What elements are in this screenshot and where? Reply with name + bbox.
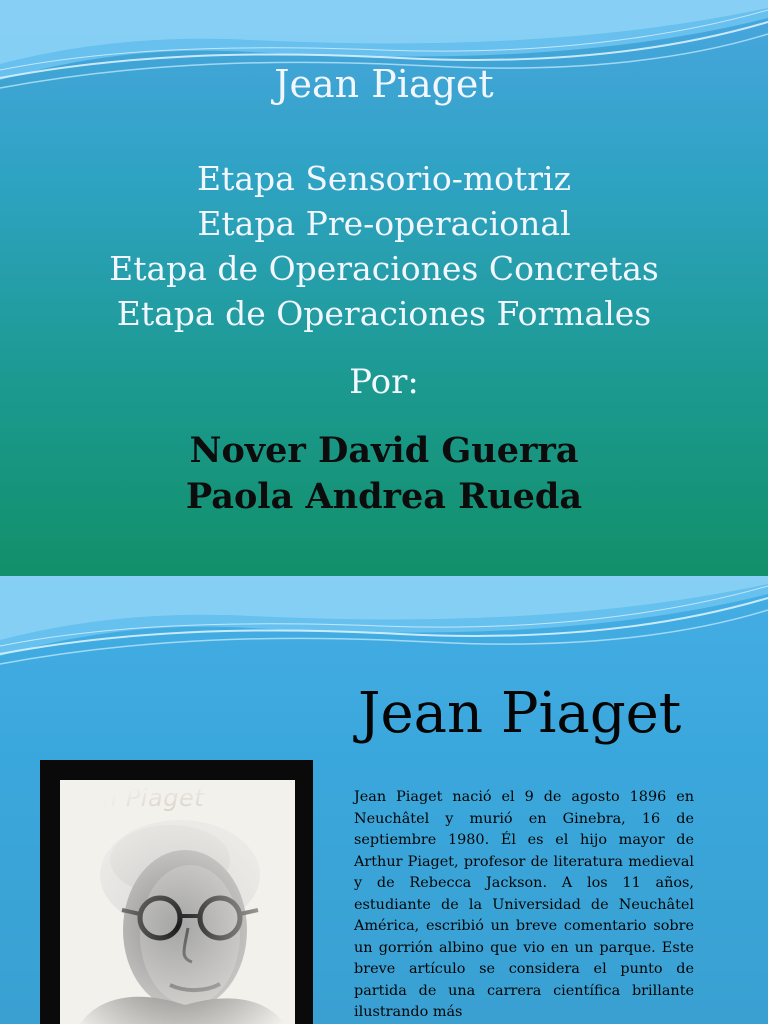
photo-frame: [40, 760, 313, 1024]
stage-item: Etapa de Operaciones Concretas: [109, 249, 659, 288]
author-name: Paola Andrea Rueda: [185, 476, 583, 517]
author-name: Nover David Guerra: [189, 430, 579, 471]
portrait-illustration: [60, 780, 295, 1024]
wave-decoration: [0, 576, 768, 686]
authors-list: [0, 428, 768, 520]
stage-item: Etapa Pre-operacional: [197, 204, 571, 243]
slide-title: Jean Piaget: [274, 62, 494, 106]
slide-2-title: Jean Piaget: [358, 681, 682, 746]
portrait-photo: [60, 780, 295, 1024]
by-label: Por:: [349, 362, 419, 402]
stages-list: [0, 156, 768, 336]
biography-text: Jean Piaget nació el 9 de agosto 1896 en Neuchâtel y murió en Ginebra, 16 de septiembre 1980. Él es el hijo mayor de Arthur Piaget, profesor de literatura medieval y de Rebecca Jackson. A los 11 años, estudiante de la Universidad de Neuchâtel América, escribió un breve comentario sobre un gorrión albino que vio en un parque. Este breve artículo se considera el punto de partida de una carrera científica brillante ilustrando más: [354, 789, 694, 1020]
stage-item: Etapa Sensorio-motriz: [197, 159, 571, 198]
stage-item: Etapa de Operaciones Formales: [116, 294, 652, 333]
